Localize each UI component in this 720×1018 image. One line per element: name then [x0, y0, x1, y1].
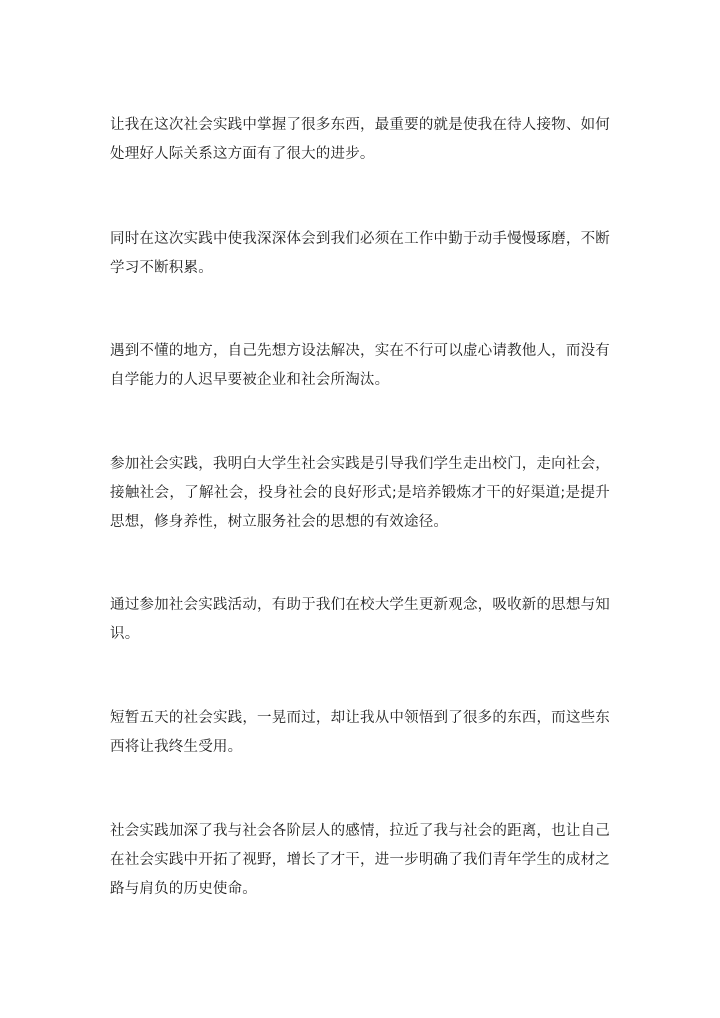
paragraph-4: 参加社会实践，我明白大学生社会实践是引导我们学生走出校门，走向社会，接触社会，了解社会，投身社会的良好形式;是培养锻炼才干的好渠道;是提升思想，修身养性，树立服务社会的思想的有效途径。 — [110, 456, 610, 530]
paragraph-1: 让我在这次社会实践中掌握了很多东西，最重要的就是使我在待人接物、如何处理好人际关系这方面有了很大的进步。 — [110, 117, 610, 162]
paragraph-3: 遇到不懂的地方，自己先想方设法解决，实在不行可以虚心请教他人，而没有自学能力的人迟早要被企业和社会所淘汰。 — [110, 343, 610, 388]
paragraph-6: 短暂五天的社会实践，一晃而过，却让我从中领悟到了很多的东西，而这些东西将让我终生受用。 — [110, 710, 610, 755]
paragraph-5: 通过参加社会实践活动，有助于我们在校大学生更新观念，吸收新的思想与知识。 — [110, 597, 610, 642]
paragraph-2: 同时在这次实践中使我深深体会到我们必须在工作中勤于动手慢慢琢磨，不断学习不断积累。 — [110, 231, 610, 276]
paragraph-7: 社会实践加深了我与社会各阶层人的感情，拉近了我与社会的距离，也让自己在社会实践中开拓了视野，增长了才干，进一步明确了我们青年学生的成材之路与肩负的历史使命。 — [110, 823, 610, 897]
